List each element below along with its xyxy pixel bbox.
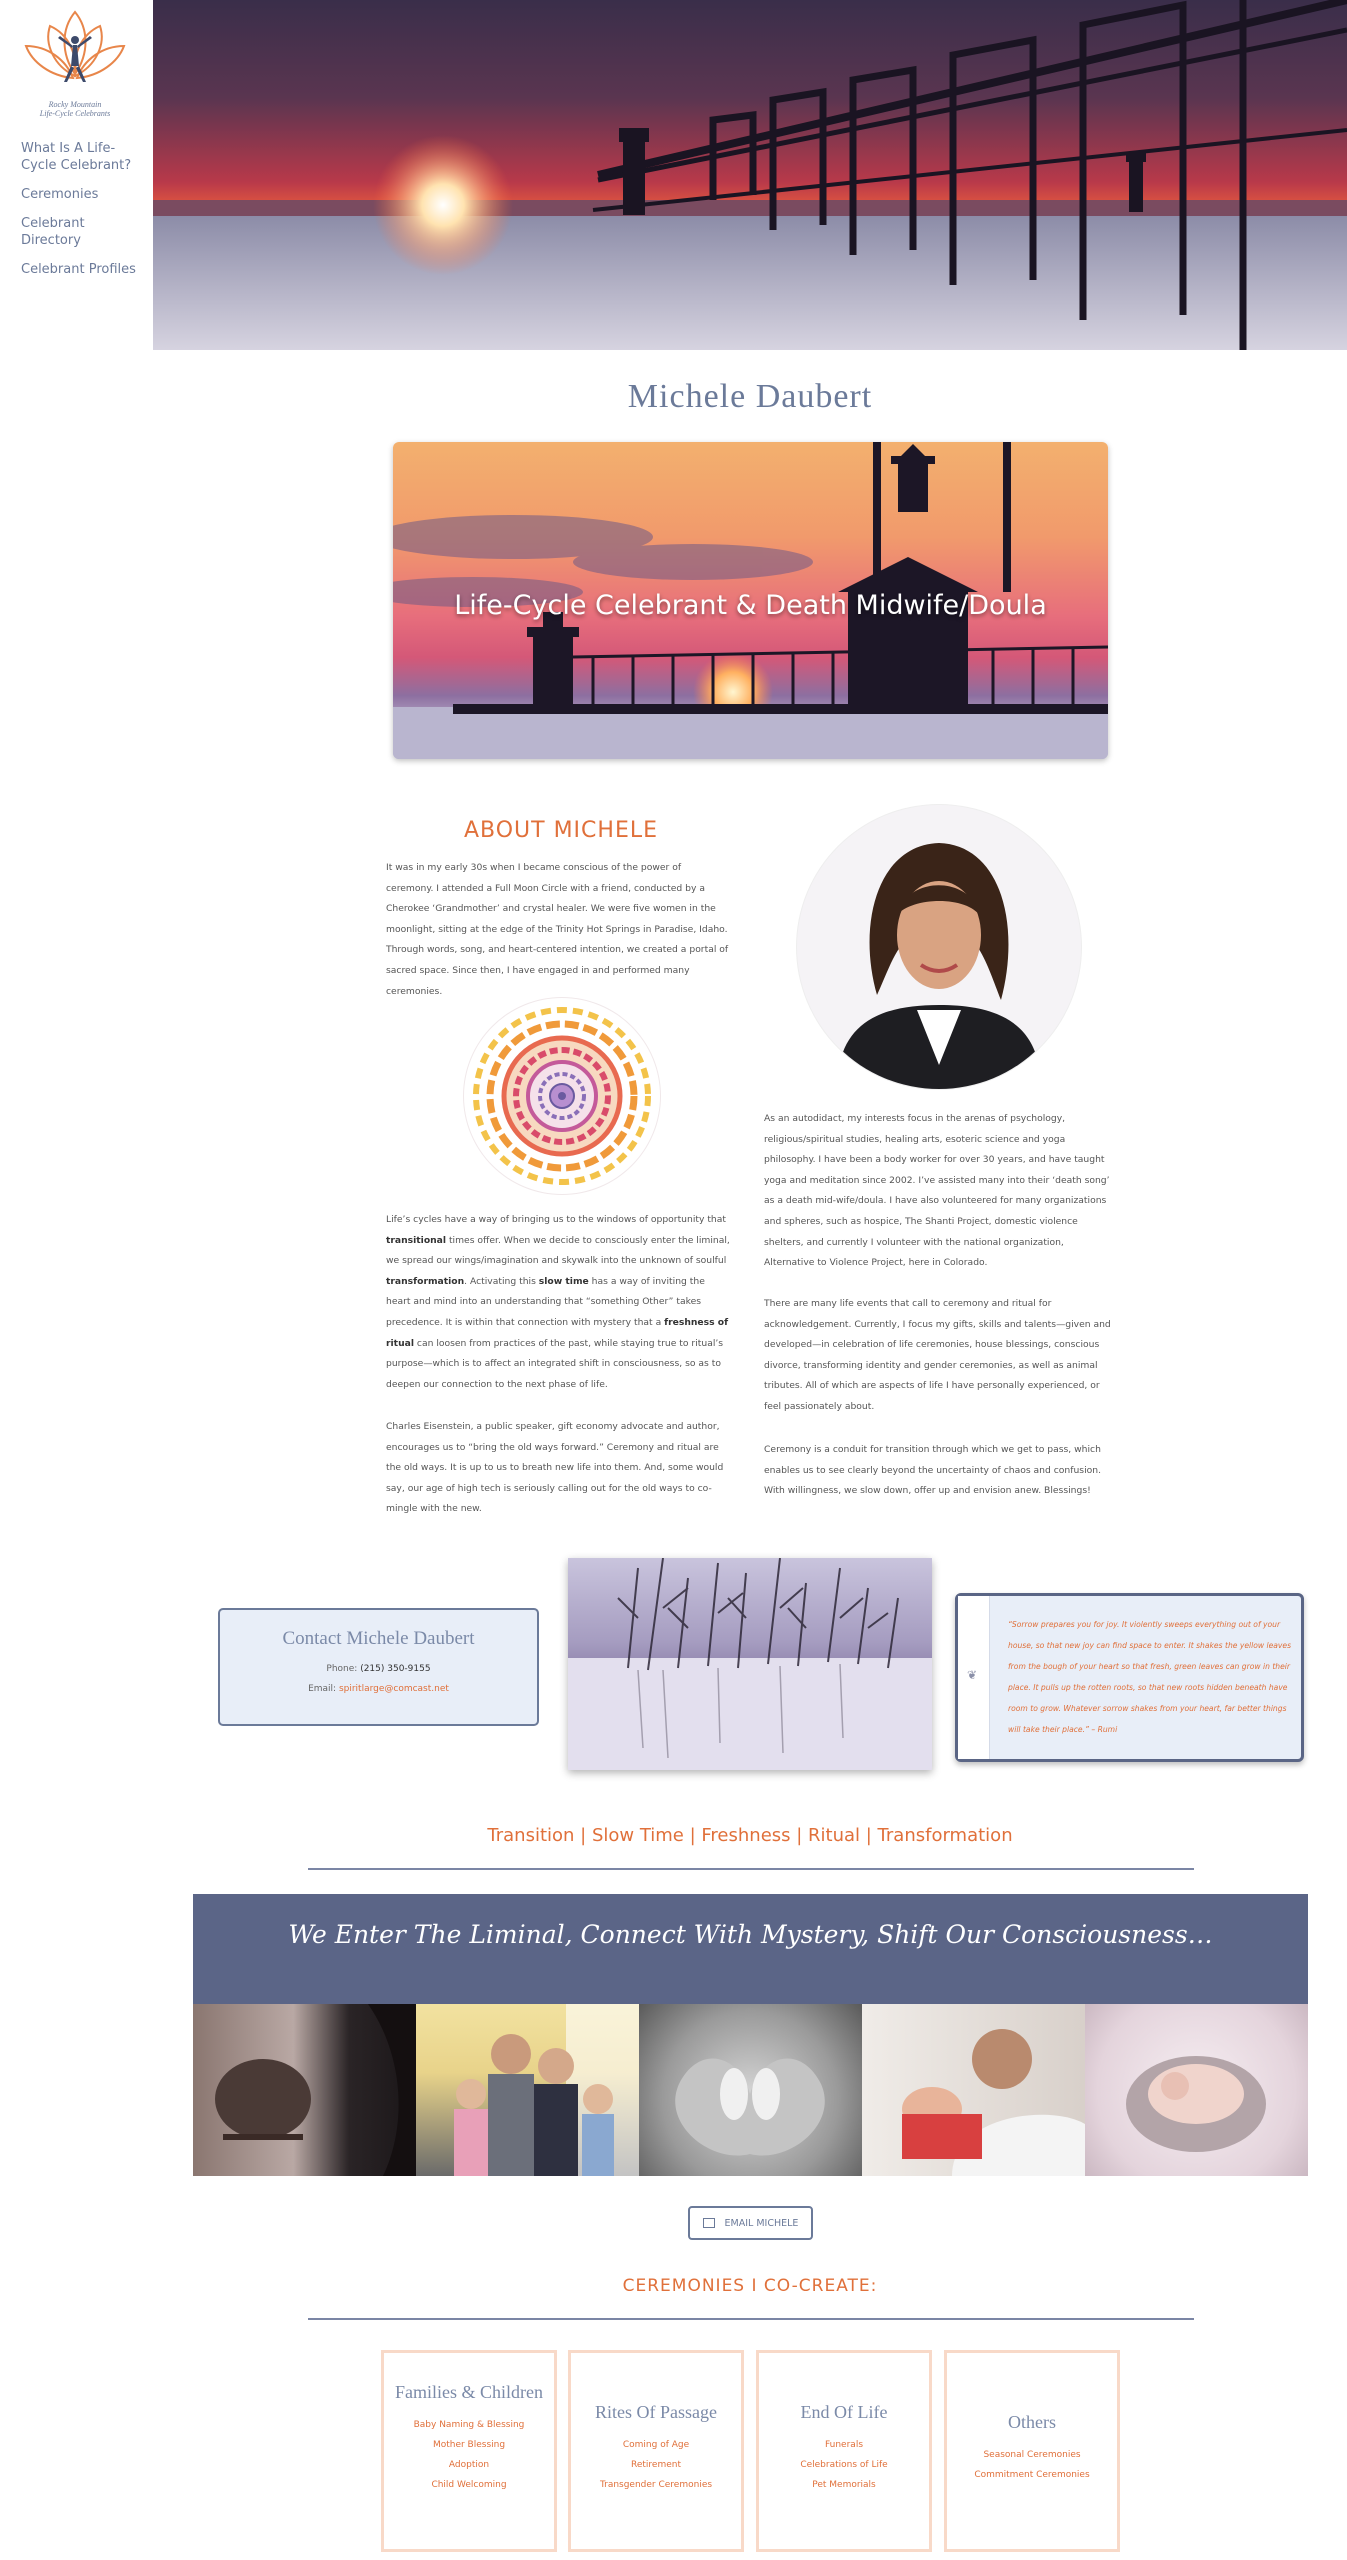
quote-icon: ❦ [967,1668,978,1682]
about-heading: ABOUT MICHELE [463,818,659,843]
about-paragraph-1: It was in my early 30s when I became conscious of the power of ceremony. I attended a Full Moon Circle with a friend, conducted by a Cherokee ‘Grandmother’ and crystal healer. We were five women in the moonlight, sitting at the edge of the Trinity Hot Springs in Paradise, Idaho. Through words, song, and heart-centered intention, we created a portal of sacred space. Since then, I have engaged in and performed many ceremonies. [386,862,729,997]
nest-illustration [1085,2004,1308,2176]
logo-text-line2: Life-Cycle Celebrants [39,109,111,118]
hero-image [153,0,1347,350]
main-nav [21,140,146,290]
contact-phone: Phone: (215) 350-9155 [326,1664,431,1674]
page-title: Michele Daubert [627,378,873,415]
father-newborn-photo [862,2004,1085,2176]
family-illustration [416,2004,639,2176]
banner-image [393,442,1108,759]
about-paragraph-2: Life’s cycles have a way of bringing us to the windows of opportunity that transitional times offer. When we decide to consciously enter the liminal, we spread our wings/imagination and skywalk into the unknown of soulful transformation. Activating this slow time has a way of inviting the heart and mind into an understanding that “something Other” takes precedence. It is within that connection with mystery that a freshness of ritual can loosen from practices of the past, while staying true to ritual’s purpose—which is to affect an integrated shift in consciousness, so as to deepen our connection to the next phase of life. [386,1214,730,1390]
ceremony-card-title: Families & Children [395,2382,543,2402]
ceremony-card-title: Others [1008,2412,1056,2432]
ceremony-link[interactable]: Commitment Ceremonies [974,2470,1090,2480]
newborn-nest-photo [1085,2004,1308,2176]
contact-card [218,1608,539,1726]
liminal-band [193,1894,1308,2004]
phone-number[interactable]: (215) 350-9155 [360,1664,431,1674]
nav-item-ceremonies[interactable]: Ceremonies [21,187,99,202]
email-michele-button[interactable] [688,2206,813,2240]
ceremony-link[interactable]: Adoption [448,2460,490,2470]
liminal-heading: We Enter The Liminal, Connect With Mystery, Shift Our Consciousness… [288,1920,1213,1949]
quote-text: “Sorrow prepares you for joy. It violently sweeps everything out of your house, so that new joy can find space to enter. It shakes the yellow leaves from the bough of your heart so that fresh, green leaves can grow in their place. It pulls up the rotten roots, so that new roots hidden beneath have room to grow. Whatever sorrow shakes from your heart, far better things will take their place.” – Rumi [1008,1620,1292,1734]
banner-title: Life-Cycle Celebrant & Death Midwife/Doula [454,590,1047,621]
ceremony-link[interactable]: Transgender Ceremonies [599,2480,713,2490]
portrait-photo [797,805,1081,1089]
quote-card [955,1593,1304,1762]
ceremony-link[interactable]: Baby Naming & Blessing [413,2420,525,2430]
about-paragraph-4: As an autodidact, my interests focus in the arenas of psychology, religious/spiritual studies, healing arts, esoteric science and yoga philosophy. I have been a body worker for over 30 years, and have taught yoga and meditation since 2002. I’ve assisted many into their ‘death song’ as a death mid-wife/doula. I have also volunteered for many organizations and spheres, such as hospice, The Shanti Project, domestic violence shelters, and currently I volunteer with the national organization, Alternative to Violence Project, here in Colorado. [764,1113,1110,1269]
nav-item-celebrant-profiles[interactable]: Celebrant Profiles [21,262,136,277]
family-photo [416,2004,639,2176]
mandala-icon [464,998,660,1194]
ceremony-link[interactable]: Seasonal Ceremonies [983,2450,1081,2460]
tagline: Transition | Slow Time | Freshness | Ritual | Transformation [487,1825,1013,1846]
quote-strip [958,1596,990,1759]
divider-line [308,2318,1194,2320]
pier-sunset-illustration [153,0,1347,350]
contact-email: Email: spiritlarge@comcast.net [308,1684,449,1694]
ceremony-link[interactable]: Coming of Age [622,2440,690,2450]
ceremony-card-title: End Of Life [800,2402,888,2422]
tree-reflection-illustration [568,1558,932,1770]
ceremonies-heading: CEREMONIES I CO-CREATE: [622,2276,878,2296]
ceremony-link[interactable]: Celebrations of Life [800,2460,888,2470]
portrait-illustration [797,805,1081,1089]
email-button-label: EMAIL MICHELE [724,2217,799,2229]
ceremony-link[interactable]: Pet Memorials [812,2480,876,2490]
ceremony-card-title: Rites Of Passage [595,2402,717,2422]
logo-text-line1: Rocky Mountain [48,100,102,109]
father-baby-illustration [862,2004,1085,2176]
cradle-illustration [193,2004,416,2176]
sidebar [0,0,153,360]
site-logo[interactable] [16,4,134,116]
mandala-image [464,998,660,1194]
about-paragraph-3: Charles Eisenstein, a public speaker, gift economy advocate and author, encourages us to “bring the old ways forward.” Ceremony and ritual are the old ways. It is up to us to breath new life into them. And, some would say, our age of high tech is seriously calling out for the old ways to co-mingle with the new. [386,1421,724,1515]
ceremony-card-families [381,2350,557,2552]
lotus-logo-icon [16,4,134,100]
envelope-icon [703,2218,715,2228]
nav-item-what-is-celebrant[interactable]: What Is A Life-Cycle Celebrant? [21,141,132,173]
divider-line [308,1868,1194,1870]
ceremony-link[interactable]: Retirement [631,2460,681,2470]
ceremony-card-others [944,2350,1120,2552]
email-link[interactable]: spiritlarge@comcast.net [338,1684,449,1694]
baby-feet-illustration [639,2004,862,2176]
ceremony-link[interactable]: Funerals [824,2440,864,2450]
ceremony-card-rites [568,2350,744,2552]
ceremony-card-end-of-life [756,2350,932,2552]
photo-strip [193,2004,1308,2176]
pregnancy-cradle-photo [193,2004,416,2176]
ceremony-link[interactable]: Mother Blessing [432,2440,506,2450]
about-paragraph-6: Ceremony is a conduit for transition through which we get to pass, which enables us to see clearly beyond the uncertainty of chaos and confusion. With willingness, we slow down, offer up and envision anew. Blessings! [764,1444,1101,1497]
nav-item-celebrant-directory[interactable]: Celebrant Directory [21,216,85,248]
baby-feet-photo [639,2004,862,2176]
contact-title: Contact Michele Daubert [282,1628,475,1649]
frozen-lake-image [568,1558,932,1770]
about-paragraph-5: There are many life events that call to ceremony and ritual for acknowledgement. Currently, I focus my gifts, skills and talents—given and developed—in celebration of life ceremonies, house blessings, conscious divorce, transforming identity and gender ceremonies, as well as animal tributes. All of which are aspects of life I have personally experienced, or feel passionately about. [764,1298,1111,1412]
ceremony-link[interactable]: Child Welcoming [431,2480,507,2490]
